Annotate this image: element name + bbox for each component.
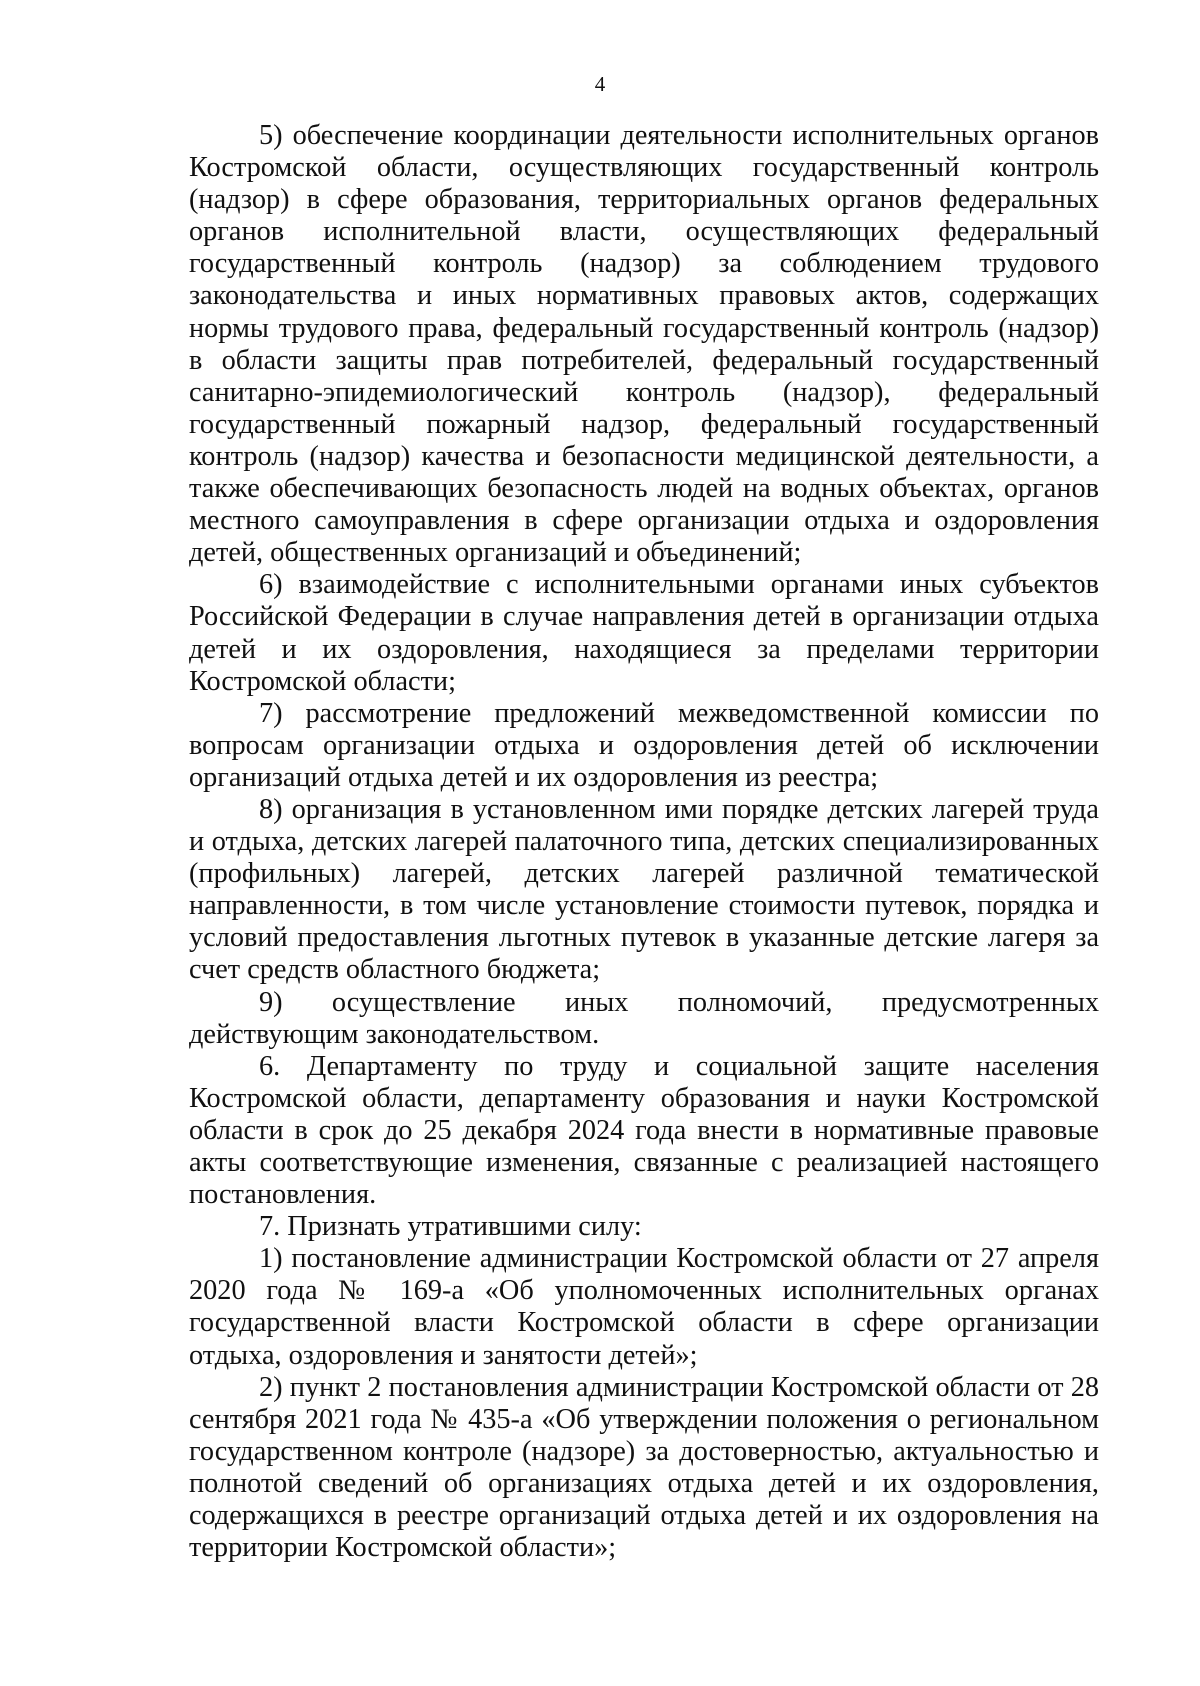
paragraph-item-5: 5) обеспечение координации деятельности исполнительных органов Костромской области, осуществляющих государственный контроль (надзор) в сфере образования, территориальных органов федеральных органов исполнительной власти, осуществляющих федеральный государственный контроль (надзор) за соблюдением трудового законодательства и иных нормативных правовых актов, содержащих нормы трудового права, федеральный государственный контроль (надзор) в области защиты прав потребителей, федеральный государственный санитарно-эпидемиологический контроль (надзор), федеральный государственный пожарный надзор, федеральный государственный контроль (надзор) качества и безопасности медицинской деятельности, а также обеспечивающих безопасность людей на водных объектах, органов местного самоуправления в сфере организации отдыха и оздоровления детей, общественных организаций и объединений;: [189, 120, 1099, 569]
paragraph-clause-7: 7. Признать утратившими силу:: [259, 1211, 642, 1243]
paragraph-clause-7-item-1: 1) постановление администрации Костромской области от 27 апреля 2020 года № 169-а «Об уполномоченных исполнительных органах государственной власти Костромской области в сфере организации отдыха, оздоровления и занятости детей»;: [189, 1243, 1099, 1371]
paragraph-item-6: 6) взаимодействие с исполнительными органами иных субъектов Российской Федерации в случае направления детей в организации отдыха детей и их оздоровления, находящиеся за пределами территории Костромской области;: [189, 569, 1099, 697]
paragraph-item-8: 8) организация в установленном ими порядке детских лагерей труда и отдыха, детских лагерей палаточного типа, детских специализированных (профильных) лагерей, детских лагерей различной тематической направленности, в том числе установление стоимости путевок, порядка и условий предоставления льготных путевок в указанные детские лагеря за счет средств областного бюджета;: [189, 793, 1099, 986]
paragraph-item-9: 9) осуществление иных полномочий, предусмотренных действующим законодательством.: [189, 986, 1099, 1050]
paragraph-clause-7-item-2: 2) пункт 2 постановления администрации Костромской области от 28 сентября 2021 года № 435-а «Об утверждении положения о региональном государственном контроле (надзоре) за достоверностью, актуальностью и полнотой сведений об организациях отдыха детей и их оздоровления, содержащихся в реестре организаций отдыха детей и их оздоровления на территории Костромской области»;: [189, 1371, 1099, 1564]
paragraph-item-7: 7) рассмотрение предложений межведомственной комиссии по вопросам организации отдыха и оздоровления детей об исключении организаций отдыха детей и их оздоровления из реестра;: [189, 697, 1099, 793]
page-number: 4: [594, 72, 606, 96]
document-body: [189, 120, 1099, 1564]
paragraph-clause-6: 6. Департаменту по труду и социальной защите населения Костромской области, департаменту образования и науки Костромской области в срок до 25 декабря 2024 года внести в нормативные правовые акты соответствующие изменения, связанные с реализацией настоящего постановления.: [189, 1050, 1099, 1211]
